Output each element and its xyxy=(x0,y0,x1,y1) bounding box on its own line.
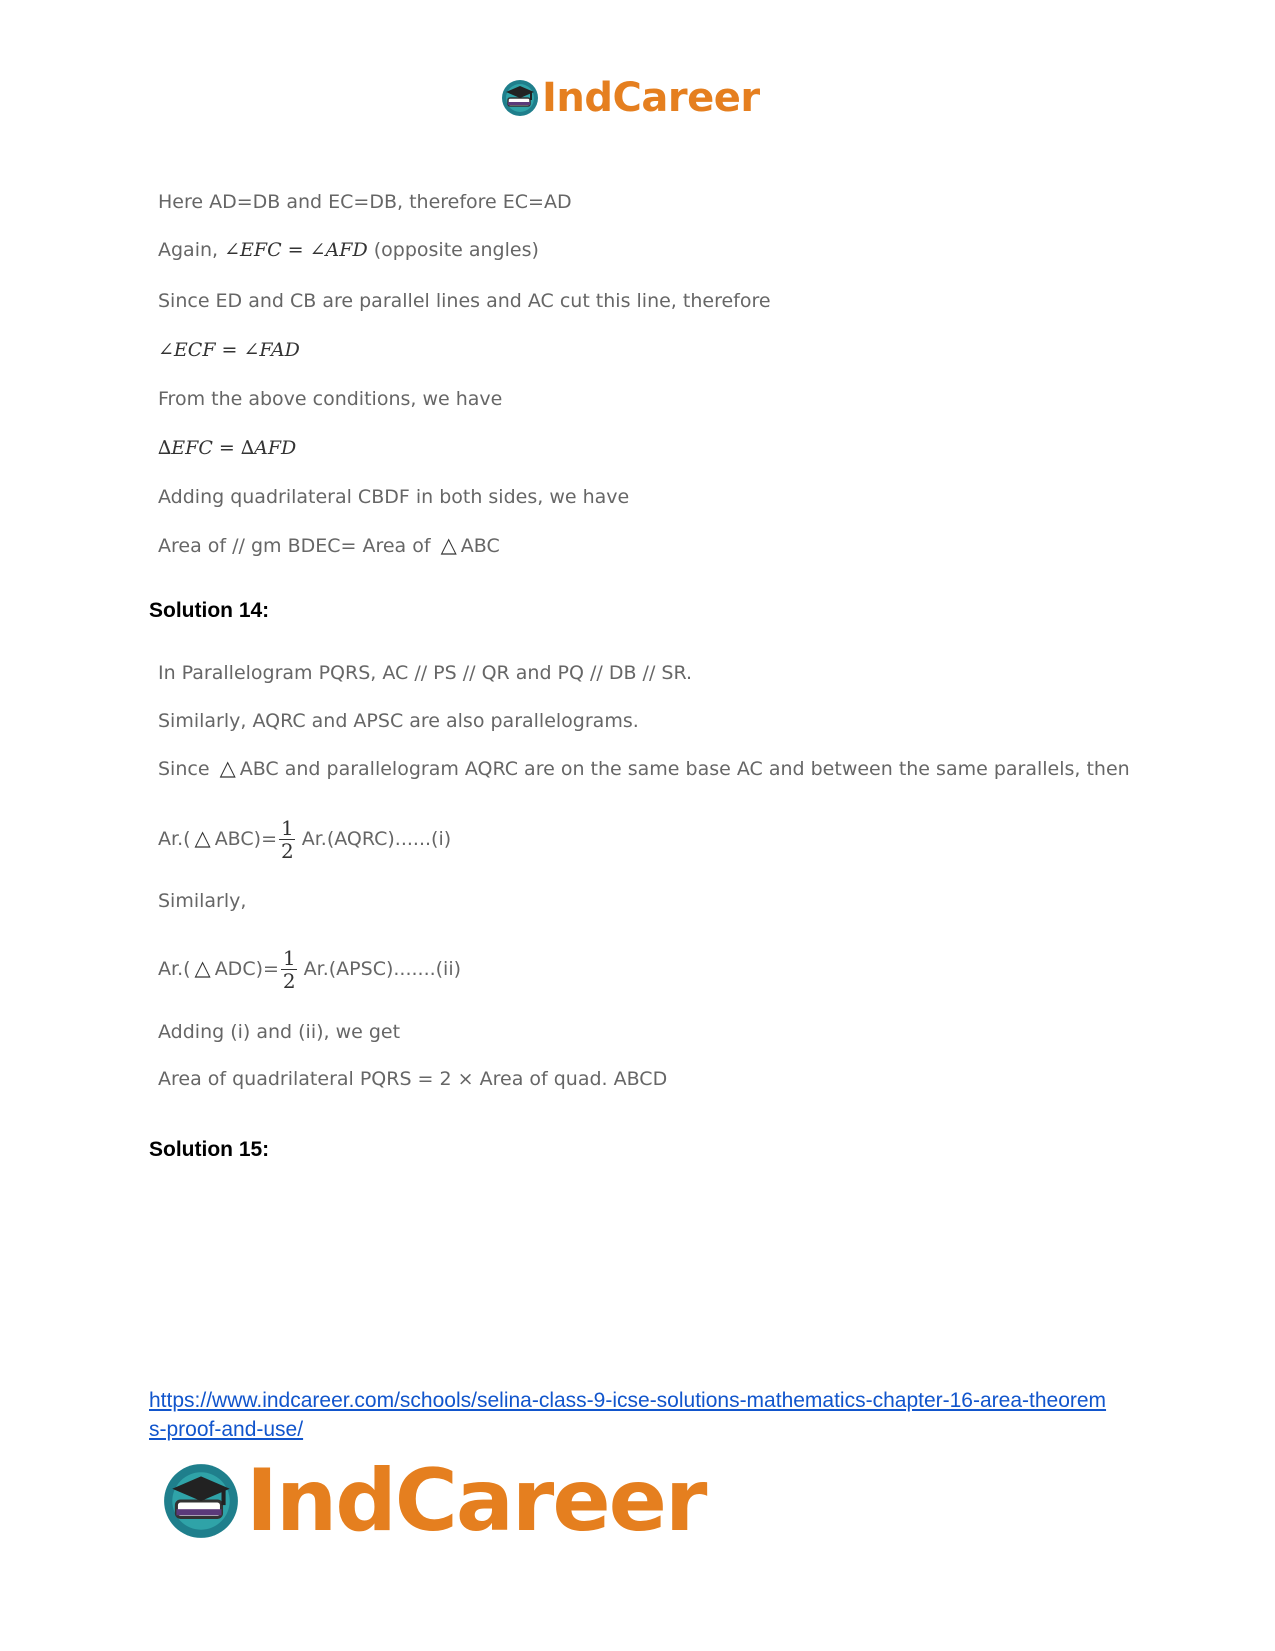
triangle-symbol: △ xyxy=(440,533,457,557)
line-prefix: Again, xyxy=(158,239,225,261)
graduation-book-icon xyxy=(500,78,540,118)
solution-heading: Solution 15: xyxy=(149,1138,270,1161)
math-line xyxy=(158,436,296,460)
line-suffix: ABC and parallelogram AQRC are on the same base AC and between the same parallels, then xyxy=(239,758,1130,780)
logo-wordmark: IndCareer xyxy=(542,75,760,121)
math-expression: ∠EFC = ∠AFD xyxy=(224,239,368,261)
line-prefix: Since xyxy=(158,758,216,780)
graduation-book-icon xyxy=(160,1460,242,1542)
line-prefix: Area of // gm BDEC= Area of xyxy=(158,535,437,557)
eq-suffix: Ar.(AQRC)......(i) xyxy=(301,828,452,850)
eq-suffix: Ar.(APSC).......(ii) xyxy=(303,958,462,980)
triangle-symbol: △ xyxy=(194,956,211,980)
fraction-numerator: 1 xyxy=(282,946,296,970)
text-line: Adding (i) and (ii), we get xyxy=(158,1021,401,1043)
text-line: Similarly, xyxy=(158,890,247,912)
eq-prefix: Ar.( xyxy=(158,958,191,980)
eq-mid: ADC)= xyxy=(214,958,279,980)
text-line: Adding quadrilateral CBDF in both sides, we have xyxy=(158,486,630,508)
footer-logo xyxy=(160,1451,706,1551)
text-line: Since ED and CB are parallel lines and AC cut this line, therefore xyxy=(158,290,771,312)
text-line: Similarly, AQRC and APSC are also parallelograms. xyxy=(158,710,639,732)
fraction-denominator: 2 xyxy=(281,839,294,863)
text-line xyxy=(158,756,1130,781)
header-logo xyxy=(500,75,760,121)
triangle-symbol: △ xyxy=(194,826,211,850)
text-line xyxy=(158,533,500,558)
line-suffix: ABC xyxy=(460,535,500,557)
text-line xyxy=(158,238,539,262)
text-line: From the above conditions, we have xyxy=(158,388,503,410)
fraction-numerator: 1 xyxy=(281,816,294,840)
logo-wordmark: IndCareer xyxy=(246,1451,706,1551)
fraction-denominator: 2 xyxy=(282,969,296,993)
equation-line xyxy=(158,940,461,997)
line-suffix: (opposite angles) xyxy=(367,239,539,261)
equation-line xyxy=(158,810,451,867)
math-expression: ∆EFC = ∆AFD xyxy=(158,437,297,459)
text-line: Here AD=DB and EC=DB, therefore EC=AD xyxy=(158,191,572,213)
text-line: In Parallelogram PQRS, AC // PS // QR and PQ // DB // SR. xyxy=(158,662,693,684)
triangle-symbol: △ xyxy=(219,756,236,780)
eq-prefix: Ar.( xyxy=(158,828,191,850)
math-expression: ∠ECF = ∠FAD xyxy=(158,339,300,361)
source-link[interactable]: https://www.indcareer.com/schools/selina-class-9-icse-solutions-mathematics-chapter-16-area-theorems-proof-and-use/ xyxy=(149,1389,1107,1441)
solution-heading: Solution 14: xyxy=(149,599,270,622)
text-line: Area of quadrilateral PQRS = 2 × Area of quad. ABCD xyxy=(158,1068,668,1090)
eq-mid: ABC)= xyxy=(214,828,277,850)
fraction xyxy=(281,947,298,992)
fraction xyxy=(279,817,296,862)
math-line xyxy=(158,338,300,362)
